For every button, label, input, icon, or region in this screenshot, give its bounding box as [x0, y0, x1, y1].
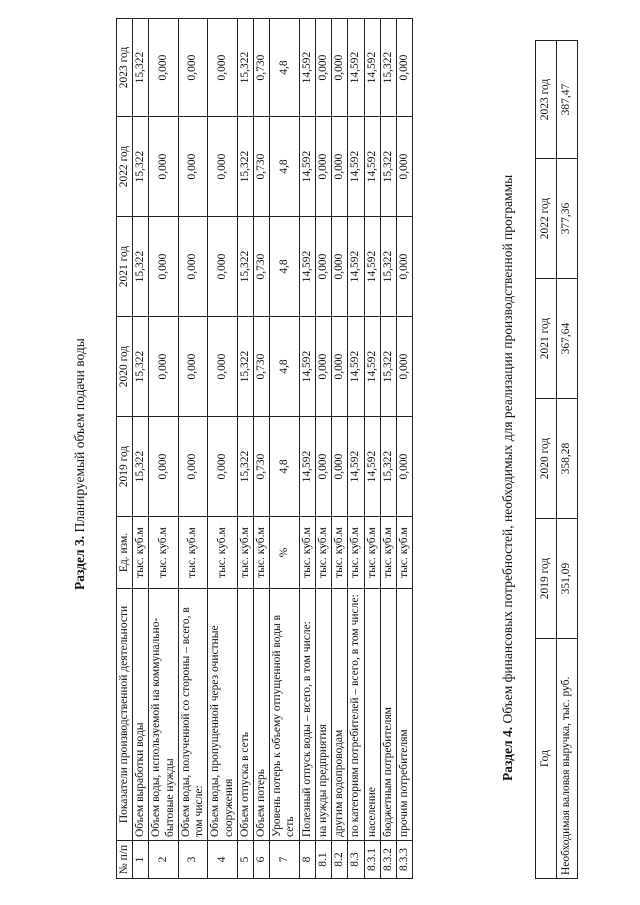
row-value: 377,36 — [557, 159, 578, 279]
row-value: 15,322 — [380, 317, 396, 417]
row-value: 0,730 — [253, 417, 269, 517]
row-value: 0,000 — [208, 19, 237, 117]
table-row — [332, 19, 348, 879]
row-value: 14,592 — [364, 217, 380, 317]
table-header-row — [117, 19, 133, 879]
row-value: 14,592 — [364, 19, 380, 117]
row-value: 15,322 — [380, 19, 396, 117]
row-value: 15,322 — [237, 19, 253, 117]
row-number: 5 — [237, 841, 253, 879]
column-header: 2023 год — [117, 19, 133, 117]
column-header: 2020 год — [536, 399, 557, 519]
column-header: 2019 год — [536, 519, 557, 639]
row-value: 0,000 — [332, 317, 348, 417]
table-row — [557, 41, 578, 879]
row-value: 15,322 — [133, 19, 149, 117]
table-row — [133, 19, 149, 879]
row-number: 8.3.2 — [380, 841, 396, 879]
row-value: 0,000 — [396, 117, 412, 217]
row-value: 0,000 — [149, 117, 178, 217]
row-unit: тыс. куб.м — [253, 517, 269, 589]
row-value: 14,592 — [348, 19, 364, 117]
row-unit: тыс. куб.м — [364, 517, 380, 589]
row-indicator: Необходимая валовая выручка, тыс. руб. — [557, 639, 578, 879]
row-value: 15,322 — [237, 417, 253, 517]
row-unit: тыс. куб.м — [237, 517, 253, 589]
row-number: 8.2 — [332, 841, 348, 879]
row-unit: % — [270, 517, 299, 589]
row-value: 0,000 — [208, 417, 237, 517]
row-value: 0,730 — [253, 19, 269, 117]
row-value: 0,000 — [332, 19, 348, 117]
row-value: 15,322 — [380, 117, 396, 217]
row-value: 0,000 — [315, 217, 331, 317]
row-number: 6 — [253, 841, 269, 879]
row-unit: тыс. куб.м — [149, 517, 178, 589]
row-value: 14,592 — [299, 417, 315, 517]
row-value: 15,322 — [133, 317, 149, 417]
row-unit: тыс. куб.м — [315, 517, 331, 589]
row-number: 7 — [270, 841, 299, 879]
section3-title — [72, 338, 88, 590]
row-indicator: Объем воды, используемой на коммунально-бытовые нужды — [149, 589, 178, 841]
row-value: 351,09 — [557, 519, 578, 639]
row-unit: тыс. куб.м — [208, 517, 237, 589]
section4-title — [500, 175, 516, 781]
row-indicator: Объем потерь — [253, 589, 269, 841]
row-number: 8.1 — [315, 841, 331, 879]
row-unit: тыс. куб.м — [332, 517, 348, 589]
row-value: 0,000 — [178, 317, 207, 417]
financial-needs-table — [535, 40, 578, 879]
row-indicator: Объем воды, полученной со стороны – всего, в том числе: — [178, 589, 207, 841]
table-header-row — [536, 41, 557, 879]
row-number: 1 — [133, 841, 149, 879]
table-row — [315, 19, 331, 879]
table-row — [364, 19, 380, 879]
row-value: 0,000 — [332, 217, 348, 317]
column-header: № п/п — [117, 841, 133, 879]
row-value: 367,64 — [557, 279, 578, 399]
table-row — [380, 19, 396, 879]
row-unit: тыс. куб.м — [299, 517, 315, 589]
row-value: 0,000 — [178, 417, 207, 517]
section3-title-number: Раздел 3. — [72, 535, 87, 590]
row-value: 14,592 — [348, 317, 364, 417]
row-value: 0,000 — [149, 417, 178, 517]
row-value: 0,000 — [332, 117, 348, 217]
row-indicator: прочим потребителям — [396, 589, 412, 841]
column-header: 2021 год — [536, 279, 557, 399]
row-unit: тыс. куб.м — [380, 517, 396, 589]
column-header: 2023 год — [536, 41, 557, 159]
row-value: 4,8 — [270, 19, 299, 117]
column-header: Показатели производственной деятельности — [117, 589, 133, 841]
row-indicator: другим водопроводам — [332, 589, 348, 841]
row-indicator: бюджетным потребителям — [380, 589, 396, 841]
row-value: 0,000 — [396, 217, 412, 317]
row-value: 0,000 — [208, 117, 237, 217]
row-indicator: Уровень потерь к объему отпущенной воды в сеть — [270, 589, 299, 841]
row-value: 15,322 — [237, 317, 253, 417]
row-value: 15,322 — [133, 417, 149, 517]
row-value: 0,000 — [149, 19, 178, 117]
row-value: 14,592 — [364, 117, 380, 217]
table-row — [178, 19, 207, 879]
row-value: 0,730 — [253, 117, 269, 217]
water-supply-table — [116, 18, 413, 879]
row-value: 14,592 — [299, 217, 315, 317]
row-indicator: по категориям потребителей – всего, в том числе: — [348, 589, 364, 841]
column-header: 2021 год — [117, 217, 133, 317]
table-row — [208, 19, 237, 879]
row-value: 14,592 — [348, 117, 364, 217]
row-value: 358,28 — [557, 399, 578, 519]
row-number: 8.3 — [348, 841, 364, 879]
row-value: 387,47 — [557, 41, 578, 159]
row-value: 14,592 — [299, 117, 315, 217]
table-row — [149, 19, 178, 879]
row-value: 4,8 — [270, 217, 299, 317]
row-value: 14,592 — [299, 19, 315, 117]
column-header: 2022 год — [536, 159, 557, 279]
row-number: 2 — [149, 841, 178, 879]
row-value: 0,000 — [178, 117, 207, 217]
row-value: 0,000 — [149, 217, 178, 317]
column-header: Ед. изм. — [117, 517, 133, 589]
row-number: 8 — [299, 841, 315, 879]
row-value: 0,000 — [315, 19, 331, 117]
row-value: 0,730 — [253, 317, 269, 417]
row-value: 0,000 — [396, 19, 412, 117]
column-header: Год — [536, 639, 557, 879]
row-value: 15,322 — [133, 117, 149, 217]
row-indicator: Объем воды, пропущенной через очистные сооружения — [208, 589, 237, 841]
row-value: 15,322 — [380, 217, 396, 317]
row-value: 4,8 — [270, 317, 299, 417]
column-header: 2022 год — [117, 117, 133, 217]
table-row — [270, 19, 299, 879]
row-value: 0,000 — [149, 317, 178, 417]
row-number: 8.3.3 — [396, 841, 412, 879]
row-indicator: на нужды предприятия — [315, 589, 331, 841]
row-value: 0,000 — [396, 417, 412, 517]
row-value: 14,592 — [348, 417, 364, 517]
row-unit: тыс. куб.м — [133, 517, 149, 589]
table-row — [253, 19, 269, 879]
row-value: 0,000 — [178, 217, 207, 317]
row-value: 0,000 — [208, 317, 237, 417]
row-value: 4,8 — [270, 117, 299, 217]
row-value: 14,592 — [364, 417, 380, 517]
row-value: 15,322 — [133, 217, 149, 317]
row-unit: тыс. куб.м — [348, 517, 364, 589]
section3-title-text: Планируемый объем подачи воды — [72, 338, 87, 536]
row-value: 15,322 — [237, 217, 253, 317]
table-row — [348, 19, 364, 879]
row-value: 14,592 — [348, 217, 364, 317]
table-row — [396, 19, 412, 879]
column-header: 2020 год — [117, 317, 133, 417]
row-value: 4,8 — [270, 417, 299, 517]
row-number: 4 — [208, 841, 237, 879]
row-value: 0,730 — [253, 217, 269, 317]
row-indicator: Полезный отпуск воды – всего, в том числе: — [299, 589, 315, 841]
row-value: 0,000 — [315, 417, 331, 517]
row-unit: тыс. куб.м — [178, 517, 207, 589]
row-value: 0,000 — [332, 417, 348, 517]
row-number: 8.3.1 — [364, 841, 380, 879]
row-value: 0,000 — [315, 117, 331, 217]
row-indicator: население — [364, 589, 380, 841]
row-indicator: Объем отпуска в сеть — [237, 589, 253, 841]
row-value: 0,000 — [208, 217, 237, 317]
row-value: 0,000 — [315, 317, 331, 417]
table-row — [299, 19, 315, 879]
row-value: 14,592 — [299, 317, 315, 417]
row-value: 0,000 — [178, 19, 207, 117]
row-number: 3 — [178, 841, 207, 879]
row-indicator: Объем выработки воды — [133, 589, 149, 841]
row-unit: тыс. куб.м — [396, 517, 412, 589]
section4-title-text: Объем финансовых потребностей, необходимых для реализации производственной программы — [500, 174, 515, 727]
row-value: 15,322 — [237, 117, 253, 217]
row-value: 0,000 — [396, 317, 412, 417]
row-value: 15,322 — [380, 417, 396, 517]
column-header: 2019 год — [117, 417, 133, 517]
table-row — [237, 19, 253, 879]
row-value: 14,592 — [364, 317, 380, 417]
section4-title-number: Раздел 4. — [500, 726, 515, 781]
